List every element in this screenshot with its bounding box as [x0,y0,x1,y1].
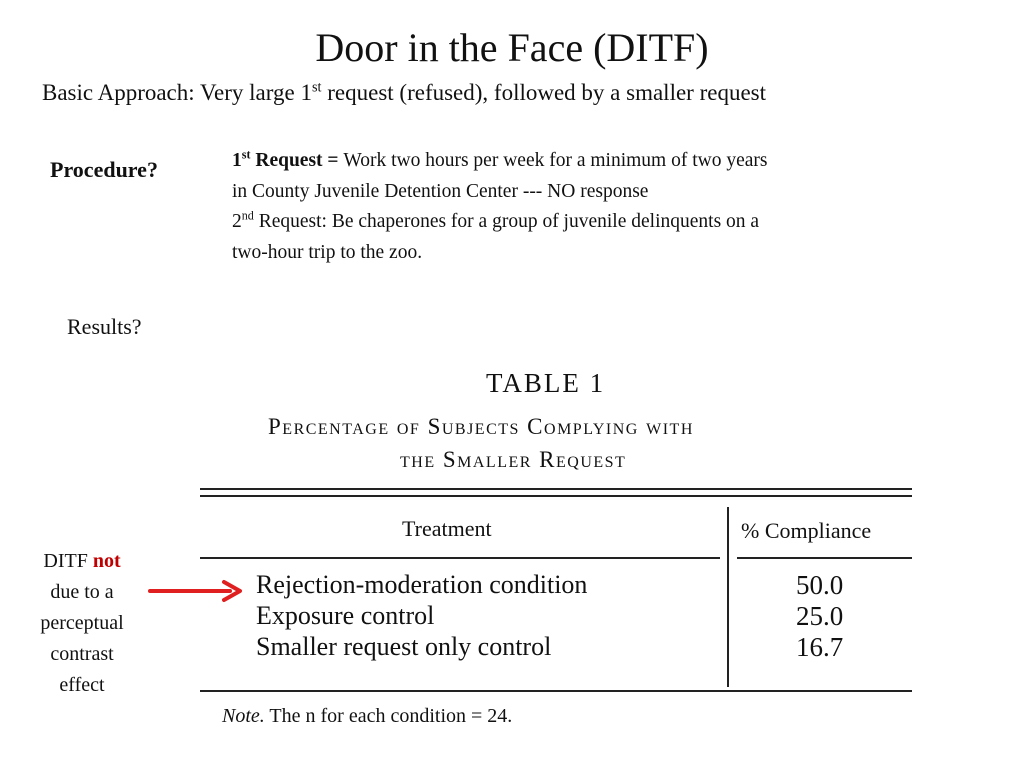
request-1-label: Request = [250,150,344,171]
table-row-3-treatment: Smaller request only control [256,632,552,661]
side-note-line-4: contrast [50,643,114,665]
subtitle-text-post: request (refused), followed by a smaller request [321,80,767,105]
procedure-label: Procedure? [50,157,158,182]
procedure-body [232,146,992,268]
side-note-line-3: perceptual [40,612,124,634]
side-note-line-5: effect [59,674,105,696]
table-rule-header-left [200,557,720,559]
table-title: TABLE 1 [486,368,606,398]
table-caption-line-2: the Smaller Request [400,447,627,472]
side-note-emphasis: not [92,550,121,572]
table-row-2-compliance: 25.0 [796,601,844,631]
request-2-sup: nd [241,208,254,223]
table-rule-header-right [737,557,912,559]
side-note [20,546,144,701]
table-header-compliance: % Compliance [741,518,872,543]
request-1-line [232,146,992,177]
request-2-line-2: two-hour trip to the zoo. [232,241,423,263]
table-note [222,705,512,728]
subtitle-sup: st [311,79,322,96]
slide-subtitle [42,78,766,108]
table-rule-top-1 [200,488,912,490]
subtitle-label: Basic Approach: [42,80,195,105]
table-caption-line-1: Percentage of Subjects Complying with [268,414,694,439]
table-column-divider [727,507,729,687]
table-rule-top-2 [200,495,912,497]
table-row-1-compliance: 50.0 [796,570,844,600]
table-header-treatment: Treatment [402,516,492,541]
subtitle-text: Very large 1 [194,80,312,105]
table-note-label: Note. [222,705,265,727]
table-row-2-treatment: Exposure control [256,601,435,630]
request-1-num: 1 [232,150,242,171]
table-row-1-treatment: Rejection-moderation condition [256,570,588,599]
request-2-num: 2 [232,211,242,232]
side-note-line-1 [20,546,144,577]
side-note-line-2: due to a [50,581,114,603]
table-note-text: The n for each condition = 24. [264,705,513,727]
arrow-right-icon [148,578,248,604]
request-1-sup: st [241,147,251,162]
request-1-text: Work two hours per week for a minimum of two years [343,150,768,171]
table-row-3-compliance: 16.7 [796,632,844,662]
request-2-text: Request: Be chaperones for a group of juvenile delinquents on a [253,211,760,232]
table-rule-bottom [200,690,912,692]
side-note-prefix: DITF [43,550,93,572]
slide-title: Door in the Face (DITF) [315,25,709,70]
request-2-line [232,207,992,238]
results-label: Results? [67,314,142,339]
request-1-line-2: in County Juvenile Detention Center --- NO response [232,180,649,202]
